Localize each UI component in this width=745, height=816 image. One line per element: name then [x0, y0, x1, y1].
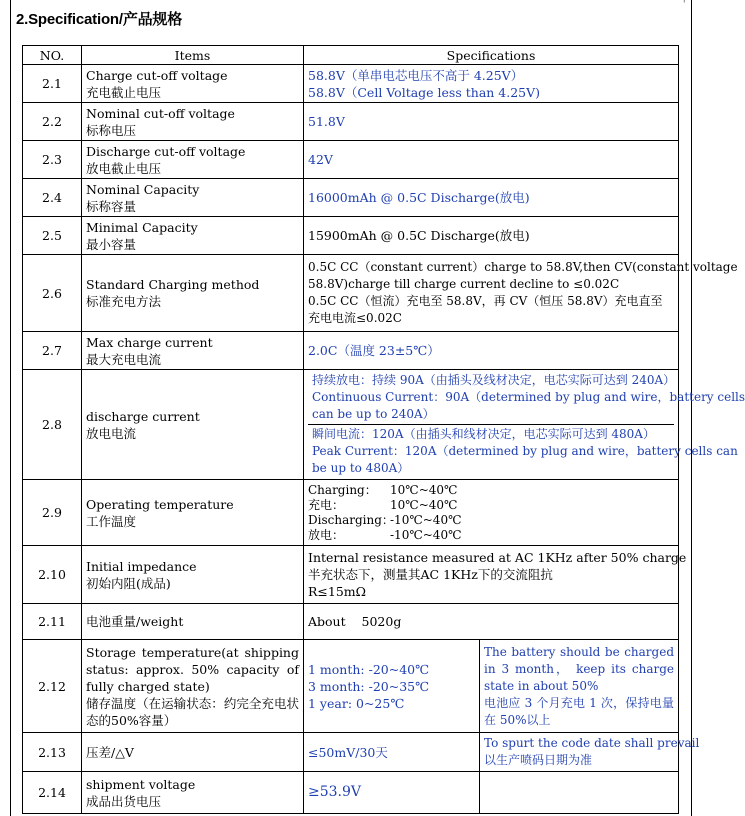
spec-line: be up to 480A）: [312, 461, 410, 475]
note-cell: [480, 772, 679, 814]
row-number: 2.4: [23, 179, 82, 217]
temp-value: 10℃~40℃: [390, 497, 458, 512]
note-cell: [480, 733, 700, 772]
temp-label: 放电：: [308, 527, 345, 542]
note-en: The battery should be charged in 3 month， keep its charge state in about 50%: [484, 644, 675, 693]
spec-line: 15900mAh @ 0.5C Discharge(放电): [308, 228, 530, 243]
note-cell: [480, 640, 679, 733]
spec-cell: [304, 546, 687, 604]
table-header-row: [23, 46, 679, 65]
spec-line: 0.5C CC（constant current）charge to 58.8V,then CV(constant voltage: [308, 260, 738, 274]
item-cell: [82, 141, 304, 179]
spec-line: 半充状态下，测量其AC 1KHz下的交流阻抗: [308, 567, 553, 582]
row-number: 2.5: [23, 217, 82, 255]
spec-cell: [304, 255, 738, 332]
item-cn: 充电截止电压: [86, 84, 162, 100]
row-number: 2.12: [23, 640, 82, 733]
item-en: Nominal Capacity: [86, 181, 200, 197]
item-en: Max charge current: [86, 334, 213, 350]
table-row: [23, 480, 679, 546]
item-cn: 标准充电方法: [86, 294, 162, 309]
item-cell: [82, 217, 304, 255]
spec-cell: [304, 604, 679, 640]
spec-cell: 2.0C（温度 23±5℃）: [304, 332, 679, 370]
item-en: Storage temperature(at shipping status: approx. 50% capacity of fully charged state): [86, 644, 299, 694]
corner-mark: ': [683, 0, 686, 10]
note-cn: 以生产喷码日期为准: [484, 753, 593, 767]
temp-value: -10℃~40℃: [390, 512, 462, 527]
note-cn: 电池应 3 个月充电 1 次，保持电量在 50%以上: [484, 695, 675, 727]
spec-cell: [304, 370, 745, 480]
spec-line: 58.8V（单串电芯电压不高于 4.25V）: [308, 67, 524, 83]
item-cell: [82, 179, 304, 217]
item-cn: 最小容量: [86, 236, 137, 252]
spec-cell: [304, 640, 480, 733]
item-en: Standard Charging method: [86, 277, 260, 292]
spec-line: 58.8V（Cell Voltage less than 4.25V): [308, 84, 541, 100]
table-row: [23, 255, 679, 332]
spec-cell: ≤50mV/30天: [304, 733, 480, 772]
row-number: 2.14: [23, 772, 82, 814]
table-row: [23, 141, 679, 179]
spec-cell: [304, 217, 679, 255]
item-en: Nominal cut-off voltage: [86, 105, 235, 121]
item-en: Charge cut-off voltage: [86, 67, 228, 83]
spec-line: 持续放电：持续 90A（由插头及线材决定，电芯实际可达到 240A）: [312, 373, 676, 387]
item-en: Initial impedance: [86, 558, 197, 574]
item-cn: 初始内阻(成品): [86, 575, 171, 591]
item-cell: [82, 255, 304, 332]
continuous-current-block: [308, 371, 745, 424]
note-en: To spurt the code date shall prevail: [484, 736, 700, 750]
item-cn: 储存温度（在运输状态：约完全充电状态的50%容量）: [86, 695, 299, 728]
table-row: [23, 179, 679, 217]
spec-line: Internal resistance measured at AC 1KHz after 50% charge: [308, 550, 687, 565]
spec-cell: [304, 65, 679, 103]
header-no: NO.: [23, 46, 82, 65]
spec-line: can be up to 240A）: [312, 407, 435, 421]
temp-value: -10℃~40℃: [390, 527, 462, 542]
item-cn: 放电截止电压: [86, 160, 162, 176]
spec-line: 1 month: -20~40℃: [308, 661, 430, 677]
spec-line: About 5020g: [308, 614, 402, 629]
row-number: 2.8: [23, 370, 82, 480]
row-number: 2.3: [23, 141, 82, 179]
spec-line: 0.5C CC（恒流）充电至 58.8V，再 CV（恒压 58.8V）充电直至: [308, 294, 663, 308]
table-row: [23, 772, 679, 814]
header-items: Items: [82, 46, 304, 65]
item-cell: 压差/△V: [82, 733, 304, 772]
item-cell: [82, 332, 304, 370]
item-cn: 工作温度: [86, 513, 137, 529]
item-en: shipment voltage: [86, 776, 196, 792]
spec-line: 充电电流≤0.02C: [308, 311, 402, 325]
item-cell: [82, 772, 304, 814]
table-row: [23, 604, 679, 640]
spec-line: Peak Current：120A（determined by plug and wire，battery cells can: [312, 444, 738, 458]
table-row: [23, 733, 679, 772]
item-cell: [82, 640, 304, 733]
item-cn: 放电电流: [86, 425, 137, 441]
row-number: 2.2: [23, 103, 82, 141]
spec-line: 3 month: -20~35℃: [308, 678, 430, 694]
spec-cell: [304, 480, 679, 546]
item-cn: 标称电压: [86, 122, 137, 138]
row-number: 2.13: [23, 733, 82, 772]
spec-line: 58.8V)charge till charge current decline to ≤0.02C: [308, 277, 620, 291]
item-en: Discharge cut-off voltage: [86, 143, 246, 159]
table-row: [23, 640, 679, 733]
table-row: [23, 217, 679, 255]
peak-current-block: [308, 424, 738, 478]
item-en: discharge current: [86, 408, 200, 424]
temp-label: Charging：: [308, 482, 377, 497]
spec-line: 瞬间电流：120A（由插头和线材决定，电芯实际可达到 480A）: [312, 427, 655, 441]
temp-label: Discharging：: [308, 512, 394, 527]
spec-cell: 51.8V: [304, 103, 679, 141]
item-cell: [82, 103, 304, 141]
temp-label: 充电：: [308, 497, 345, 512]
table-row: [23, 103, 679, 141]
table-row: [23, 332, 679, 370]
specification-table: [22, 45, 745, 814]
item-en: Operating temperature: [86, 496, 234, 512]
item-cn: 成品出货电压: [86, 793, 162, 809]
row-number: 2.6: [23, 255, 82, 332]
section-heading: 2.Specification/产品规格: [16, 11, 183, 28]
item-cell: [82, 480, 304, 546]
item-cell: [82, 546, 304, 604]
table-row: [23, 546, 679, 604]
spec-cell: 42V: [304, 141, 679, 179]
temperature-grid: [308, 483, 674, 543]
row-number: 2.10: [23, 546, 82, 604]
row-number: 2.11: [23, 604, 82, 640]
row-number: 2.1: [23, 65, 82, 103]
item-cell: [82, 370, 304, 480]
item-cn: 标称容量: [86, 198, 137, 214]
spec-cell: ≥53.9V: [304, 772, 480, 814]
spec-line: R≤15mΩ: [308, 584, 367, 599]
table-row: [23, 65, 679, 103]
temp-value: 10℃~40℃: [390, 482, 458, 497]
spec-cell: 16000mAh @ 0.5C Discharge(放电): [304, 179, 679, 217]
item-cell: [82, 65, 304, 103]
table-row: [23, 370, 679, 480]
spec-line: Continuous Current：90A（determined by plug and wire，battery cells: [312, 390, 745, 404]
header-specifications: Specifications: [304, 46, 679, 65]
item-cn: 最大充电电流: [86, 351, 162, 367]
row-number: 2.7: [23, 332, 82, 370]
spec-line: 1 year: 0~25℃: [308, 695, 405, 711]
item-en: Minimal Capacity: [86, 219, 198, 235]
item-cell: 电池重量/weight: [82, 604, 304, 640]
row-number: 2.9: [23, 480, 82, 546]
